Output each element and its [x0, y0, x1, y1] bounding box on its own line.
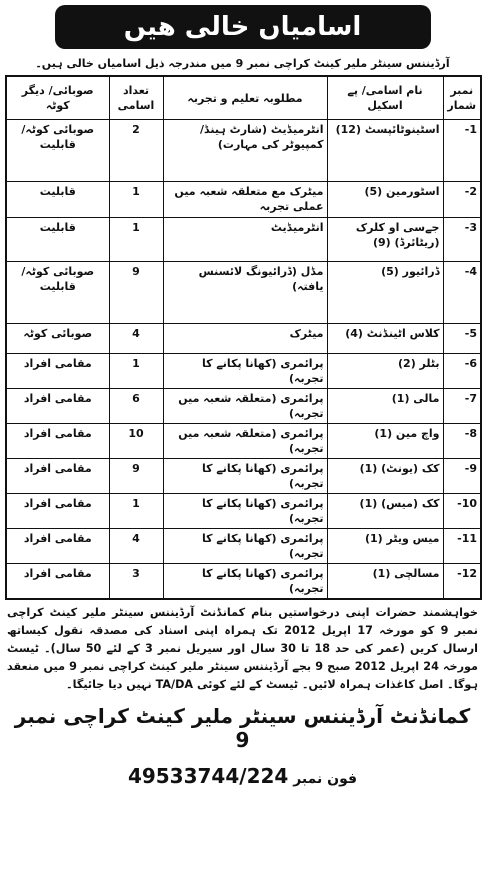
cell-serial: 8-	[443, 424, 481, 459]
table-row	[6, 389, 481, 424]
table-row	[6, 324, 481, 354]
cell-quota: صوبائی کوٹہ/ قابلیت	[6, 120, 109, 182]
phone-number: 49533744/224	[127, 764, 289, 788]
phone-label: فون نمبر	[293, 771, 358, 787]
cell-count: 2	[109, 120, 163, 182]
cell-post: مسالچی (1)	[327, 564, 443, 600]
cell-serial: 10-	[443, 494, 481, 529]
vacancy-table	[5, 75, 482, 600]
cell-quota: مقامی افراد	[6, 459, 109, 494]
cell-count: 1	[109, 494, 163, 529]
header-education: مطلوبہ تعلیم و تجربہ	[163, 76, 327, 120]
table-row	[6, 262, 481, 324]
table-row	[6, 354, 481, 389]
cell-serial: 4-	[443, 262, 481, 324]
cell-post: اسٹورمین (5)	[327, 182, 443, 218]
cell-quota: صوبائی کوٹہ	[6, 324, 109, 354]
banner-title: اسامیاں خالی ھیں	[55, 5, 431, 49]
cell-quota: مقامی افراد	[6, 529, 109, 564]
cell-count: 9	[109, 262, 163, 324]
cell-serial: 3-	[443, 218, 481, 262]
cell-count: 4	[109, 529, 163, 564]
cell-count: 10	[109, 424, 163, 459]
cell-education: انٹرمیڈیٹ (شارٹ ہینڈ/کمپیوٹر کی مہارت)	[163, 120, 327, 182]
cell-serial: 6-	[443, 354, 481, 389]
cell-quota: مقامی افراد	[6, 494, 109, 529]
cell-serial: 7-	[443, 389, 481, 424]
header-quota: صوبائی/ دیگر کوٹہ	[6, 76, 109, 120]
signature-line: کمانڈنٹ آرڈیننس سینٹر ملیر کینٹ کراچی نمبر 9	[14, 704, 471, 752]
cell-count: 4	[109, 324, 163, 354]
cell-post: بٹلر (2)	[327, 354, 443, 389]
cell-education: پرائمری (کھانا پکانے کا تجربہ)	[163, 354, 327, 389]
table-row	[6, 218, 481, 262]
cell-education: میٹرک	[163, 324, 327, 354]
cell-education: پرائمری (متعلقہ شعبہ میں تجربہ)	[163, 424, 327, 459]
cell-count: 1	[109, 182, 163, 218]
cell-post: ڈرائیور (5)	[327, 262, 443, 324]
cell-post: واچ مین (1)	[327, 424, 443, 459]
table-row	[6, 459, 481, 494]
intro-text: آرڈیننس سینٹر ملیر کینٹ کراچی نمبر 9 میں مندرجہ ذیل اسامیاں خالی ہیں۔	[35, 57, 450, 70]
cell-quota: قابلیت	[6, 182, 109, 218]
cell-education: انٹرمیڈیٹ	[163, 218, 327, 262]
cell-serial: 5-	[443, 324, 481, 354]
cell-quota: مقامی افراد	[6, 354, 109, 389]
table-row	[6, 120, 481, 182]
cell-serial: 9-	[443, 459, 481, 494]
cell-post: اسٹینوٹائپسٹ (12)	[327, 120, 443, 182]
cell-post: جےسی او کلرک (ریٹائرڈ) (9)	[327, 218, 443, 262]
table-row	[6, 564, 481, 600]
cell-count: 9	[109, 459, 163, 494]
table-header-row	[6, 76, 481, 120]
cell-education: مڈل (ڈرائیونگ لائسنس یافتہ)	[163, 262, 327, 324]
cell-post: کلاس اٹینڈنٹ (4)	[327, 324, 443, 354]
table-row	[6, 424, 481, 459]
application-instructions: خواہشمند حضرات اپنی درخواستیں بنام کمانڈنٹ آرڈیننس سینٹر ملیر کینٹ کراچی نمبر 9 کو مورخہ 17 اپریل 2012 تک ہمراہ اپنی اسناد کی مصدقہ نقول کیساتھ ارسال کریں (عمر کی حد 18 تا 30 سال اور سیریل نمبر 3 کے لئے 50 سال)۔ ٹیسٹ مورخہ 24 اپریل 2012 صبح 9 بجے آرڈیننس سینٹر ملیر کینٹ کراچی نمبر 9 میں منعقد ہوگا۔ اصل کاغذات ہمراہ لائیں۔ ٹیسٹ کے لئے کوئی TA/DA نہیں دیا جائیگا۔	[7, 606, 479, 691]
cell-education: پرائمری (کھانا پکانے کا تجربہ)	[163, 459, 327, 494]
cell-education: پرائمری (کھانا پکانے کا تجربہ)	[163, 564, 327, 600]
header-serial: نمبر شمار	[443, 76, 481, 120]
cell-quota: قابلیت	[6, 218, 109, 262]
header-count: تعداد اسامی	[109, 76, 163, 120]
cell-serial: 11-	[443, 529, 481, 564]
header-post: نام اسامی/ پے اسکیل	[327, 76, 443, 120]
cell-education: پرائمری (متعلقہ شعبہ میں تجربہ)	[163, 389, 327, 424]
cell-quota: صوبائی کوٹہ/ قابلیت	[6, 262, 109, 324]
table-row	[6, 182, 481, 218]
cell-count: 1	[109, 218, 163, 262]
cell-serial: 2-	[443, 182, 481, 218]
cell-education: میٹرک مع متعلقہ شعبہ میں عملی تجربہ	[163, 182, 327, 218]
cell-count: 1	[109, 354, 163, 389]
table-row	[6, 494, 481, 529]
cell-serial: 12-	[443, 564, 481, 600]
cell-post: میس ویٹر (1)	[327, 529, 443, 564]
cell-post: کک (یونٹ) (1)	[327, 459, 443, 494]
cell-quota: مقامی افراد	[6, 424, 109, 459]
cell-count: 3	[109, 564, 163, 600]
cell-education: پرائمری (کھانا پکانے کا تجربہ)	[163, 529, 327, 564]
cell-post: مالی (1)	[327, 389, 443, 424]
cell-post: کک (میس) (1)	[327, 494, 443, 529]
cell-quota: مقامی افراد	[6, 389, 109, 424]
cell-count: 6	[109, 389, 163, 424]
phone-line	[5, 764, 480, 788]
cell-serial: 1-	[443, 120, 481, 182]
table-row	[6, 529, 481, 564]
cell-education: پرائمری (کھانا پکانے کا تجربہ)	[163, 494, 327, 529]
cell-quota: مقامی افراد	[6, 564, 109, 600]
